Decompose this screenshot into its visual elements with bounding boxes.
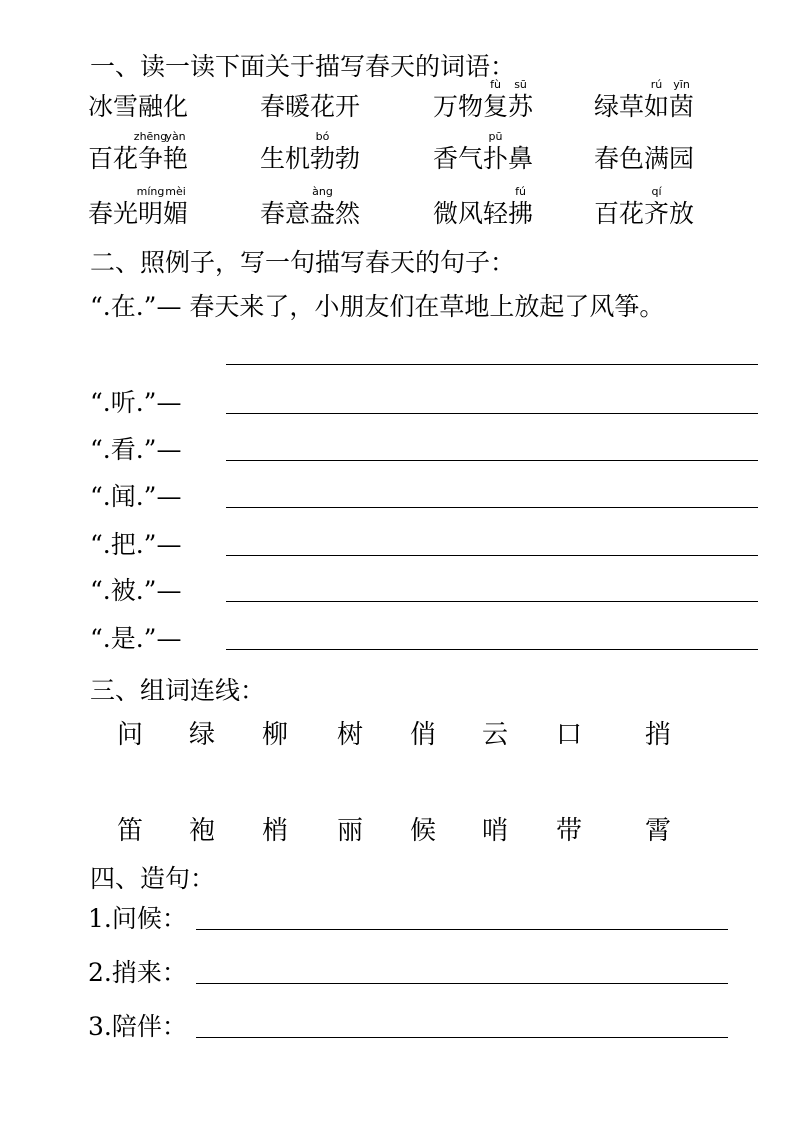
phrase-char [88,199,113,229]
char-text: 草 [619,92,645,121]
spring-phrase [433,185,534,229]
phrase-char [594,199,619,229]
section1-title: 一、读一读下面关于描写春天的词语： [90,52,516,81]
char-text: 园 [669,144,695,173]
phrase-char [483,130,509,174]
spring-phrase [88,185,189,229]
char-text: 化 [163,92,189,121]
pinyin-label: zhēng [133,130,168,143]
char-text: 气 [458,144,484,173]
pinyin-label: bó [315,130,330,143]
phrase-char [619,144,644,174]
char-text: 风 [458,199,484,228]
phrase-char [458,199,483,229]
char-text: 媚 [163,199,189,228]
char-text: 春 [260,92,286,121]
answer-line[interactable] [196,983,728,984]
spring-phrase [433,78,534,122]
phrase-char [88,144,113,174]
pinyin-label: yīn [673,78,690,91]
match-char[interactable]: 口 [556,720,583,750]
char-text: 苏 [508,92,534,121]
phrase-char [508,78,534,122]
match-char[interactable]: 候 [410,816,437,846]
char-text: 百 [594,199,620,228]
char-text: 春 [260,199,286,228]
char-text: 暖 [285,92,311,121]
match-char[interactable]: 柳 [262,720,289,750]
char-text: 微 [433,199,459,228]
char-text: 春 [88,199,114,228]
section3-title: 三、组词连线： [90,676,266,705]
answer-line[interactable] [226,649,758,650]
answer-line[interactable] [196,1037,728,1038]
spring-phrase [260,92,360,122]
match-char[interactable]: 树 [337,720,364,750]
phrase-char [483,199,508,229]
answer-line[interactable] [226,555,758,556]
phrase-char [113,199,138,229]
char-text: 勃 [310,144,336,173]
spring-phrase [260,185,361,229]
pinyin-label: pū [488,130,503,143]
answer-line[interactable] [226,601,758,602]
phrase-char [285,92,310,122]
match-char[interactable]: 云 [482,720,509,750]
match-char[interactable]: 俏 [410,720,437,750]
match-char[interactable]: 哨 [482,816,509,846]
pinyin-label: rú [650,78,663,91]
char-text: 花 [113,144,139,173]
char-text: 轻 [483,199,509,228]
phrase-char [260,92,285,122]
char-text: 放 [669,199,695,228]
phrase-char [644,185,670,229]
char-text: 冰 [88,92,114,121]
spring-phrase [88,130,189,174]
char-text: 明 [138,199,164,228]
sentence-item-label: 3.陪伴： [88,1012,187,1041]
char-text: 光 [113,199,139,228]
pinyin-label: qí [651,185,662,198]
match-char[interactable]: 笛 [117,816,144,846]
char-text: 百 [88,144,114,173]
prompt-label: “.看.”— [90,435,182,464]
pinyin-label: sū [514,78,527,91]
char-text: 勃 [335,144,361,173]
phrase-char [163,185,189,229]
sentence-item-label: 1.问候： [88,904,187,933]
phrase-char [483,78,509,122]
phrase-char [669,144,694,174]
pinyin-label: fù [490,78,501,91]
char-text: 茵 [669,92,695,121]
phrase-char [335,92,360,122]
answer-line[interactable] [226,460,758,461]
phrase-char [113,92,138,122]
phrase-char [594,144,619,174]
phrase-char [138,92,163,122]
spring-phrase [433,130,534,174]
pinyin-label: fú [515,185,526,198]
pinyin-label: mèi [165,185,186,198]
match-char[interactable]: 梢 [262,816,289,846]
phrase-char [508,185,534,229]
match-char[interactable]: 丽 [337,816,364,846]
phrase-char [285,144,310,174]
spring-phrase [594,78,695,122]
sentence-item-label: 2.捎来： [88,958,187,987]
phrase-char [508,144,533,174]
phrase-char [619,92,644,122]
phrase-char [335,144,360,174]
phrase-char [433,92,458,122]
phrase-char [458,92,483,122]
char-text: 开 [335,92,361,121]
prompt-label: “.听.”— [90,388,182,417]
char-text: 意 [285,199,311,228]
match-char[interactable]: 绿 [189,720,216,750]
char-text: 色 [619,144,645,173]
phrase-char [310,185,336,229]
phrase-char [335,199,360,229]
char-text: 争 [138,144,164,173]
match-char[interactable]: 袍 [189,816,216,846]
match-char[interactable]: 捎 [645,720,672,750]
char-text: 扑 [483,144,509,173]
char-text: 生 [260,144,286,173]
phrase-char [594,92,619,122]
char-text: 机 [285,144,311,173]
answer-line[interactable] [226,413,758,414]
phrase-char [260,144,285,174]
char-text: 然 [335,199,361,228]
spring-phrase [594,185,695,229]
char-text: 如 [644,92,670,121]
phrase-char [163,130,189,174]
phrase-char [260,199,285,229]
pinyin-label: míng [136,185,165,198]
phrase-char [619,199,644,229]
section2-title: 二、照例子，写一句描写春天的句子： [90,248,516,277]
char-text: 万 [433,92,459,121]
char-text: 绿 [594,92,620,121]
phrase-char [310,92,335,122]
phrase-char [163,92,188,122]
match-char[interactable]: 问 [117,720,144,750]
phrase-char [644,78,670,122]
spring-phrase [594,144,694,174]
char-text: 物 [458,92,484,121]
char-text: 春 [594,144,620,173]
phrase-char [133,130,168,174]
pinyin-label: yàn [165,130,186,143]
match-char[interactable]: 霄 [645,816,672,846]
char-text: 复 [483,92,509,121]
phrase-char [433,199,458,229]
spring-phrase [260,130,361,174]
char-text: 盎 [310,199,336,228]
char-text: 鼻 [508,144,534,173]
char-text: 融 [138,92,164,121]
phrase-char [310,130,336,174]
phrase-char [88,92,113,122]
phrase-char [285,199,310,229]
char-text: 艳 [163,144,189,173]
match-char[interactable]: 带 [556,816,583,846]
answer-line[interactable] [226,364,758,365]
char-text: 拂 [508,199,534,228]
answer-line[interactable] [226,507,758,508]
phrase-char [136,185,165,229]
prompt-label: “.被.”— [90,576,182,605]
phrase-char [433,144,458,174]
section4-title: 四、造句： [90,864,216,893]
char-text: 满 [644,144,670,173]
prompt-label: “.把.”— [90,530,182,559]
example-sentence: “.在.”— 春天来了，小朋友们在草地上放起了风筝。 [90,292,665,321]
answer-line[interactable] [196,929,728,930]
char-text: 花 [310,92,336,121]
prompt-label: “.闻.”— [90,482,182,511]
phrase-char [644,144,669,174]
phrase-char [669,78,695,122]
spring-phrase [88,92,188,122]
char-text: 香 [433,144,459,173]
pinyin-label: àng [312,185,333,198]
prompt-label: “.是.”— [90,624,182,653]
char-text: 雪 [113,92,139,121]
phrase-char [113,144,138,174]
char-text: 齐 [644,199,670,228]
char-text: 花 [619,199,645,228]
phrase-char [458,144,483,174]
phrase-char [669,199,694,229]
